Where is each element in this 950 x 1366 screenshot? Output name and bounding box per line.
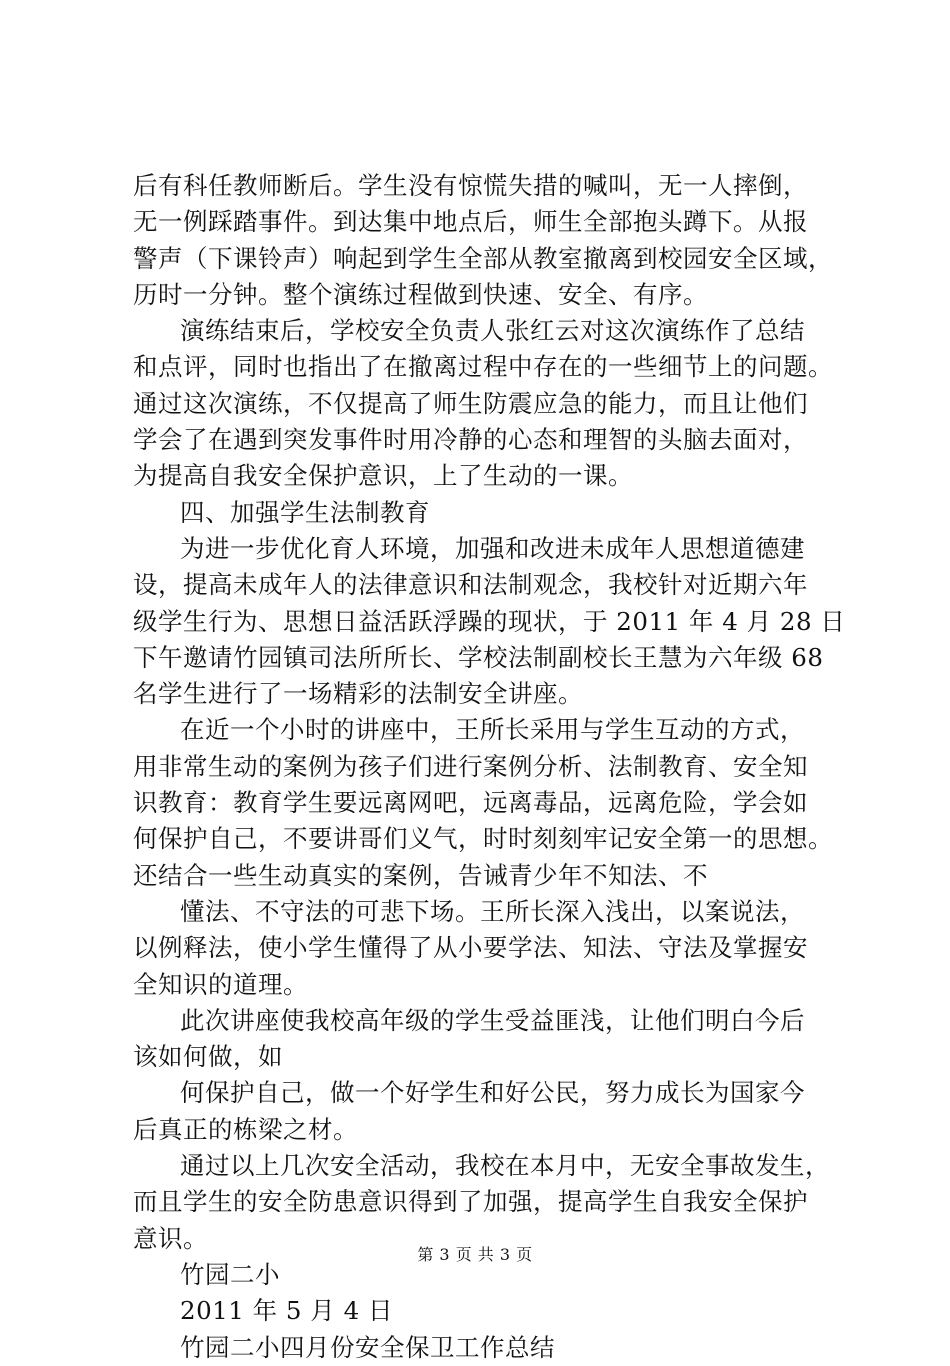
text-line: 后真正的栋梁之材。	[133, 1114, 358, 1144]
text-line: 无一例踩踏事件。到达集中地点后，师生全部抱头蹲下。从报	[133, 207, 808, 237]
text-line: 为提高自我安全保护意识，上了生动的一课。	[133, 461, 633, 491]
body-text	[133, 168, 846, 1366]
text-line: 演练结束后，学校安全负责人张红云对这次演练作了总结	[180, 316, 805, 346]
text-line: 以例释法，使小学生懂得了从小要学法、知法、守法及掌握安	[133, 933, 808, 963]
page-footer: 第 3 页 共 3 页	[417, 1245, 533, 1264]
text-line: 而且学生的安全防患意识得到了加强，提高学生自我安全保护	[133, 1187, 808, 1217]
text-line: 下午邀请竹园镇司法所所长、学校法制副校长王慧为六年级 68	[133, 642, 824, 672]
text-line: 该如何做，如	[133, 1042, 283, 1072]
text-line: 历时一分钟。整个演练过程做到快速、安全、有序。	[133, 279, 708, 309]
text-line: 2011 年 5 月 4 日	[180, 1296, 393, 1326]
text-line: 竹园二小	[180, 1259, 280, 1289]
text-line: 懂法、不守法的可悲下场。王所长深入浅出，以案说法，	[180, 896, 805, 926]
text-line: 用非常生动的案例为孩子们进行案例分析、法制教育、安全知	[133, 751, 808, 781]
text-line: 识教育：教育学生要远离网吧，远离毒品，远离危险，学会如	[133, 788, 808, 818]
text-line: 四、加强学生法制教育	[180, 497, 430, 527]
text-line: 为进一步优化育人环境，加强和改进未成年人思想道德建	[180, 533, 805, 563]
text-line: 学会了在遇到突发事件时用冷静的心态和理智的头脑去面对，	[133, 425, 808, 455]
text-line: 意识。	[133, 1223, 208, 1253]
text-line: 后有科任教师断后。学生没有惊慌失措的喊叫，无一人摔倒，	[133, 171, 808, 200]
text-line: 何保护自己，不要讲哥们义气，时时刻刻牢记安全第一的思想。	[133, 824, 833, 854]
text-line: 设，提高未成年人的法律意识和法制观念，我校针对近期六年	[133, 570, 808, 600]
text-line: 通过这次演练，不仅提高了师生防震应急的能力，而且让他们	[133, 388, 808, 418]
text-line: 警声（下课铃声）响起到学生全部从教室撤离到校园安全区域，	[133, 243, 833, 273]
text-line: 和点评，同时也指出了在撤离过程中存在的一些细节上的问题。	[133, 352, 833, 382]
text-line: 在近一个小时的讲座中，王所长采用与学生互动的方式，	[180, 715, 805, 745]
text-line: 何保护自己，做一个好学生和好公民，努力成长为国家今	[180, 1078, 805, 1108]
text-line: 竹园二小四月份安全保卫工作总结	[180, 1332, 555, 1362]
text-line: 还结合一些生动真实的案例，告诫青少年不知法、不	[133, 860, 708, 890]
text-line: 名学生进行了一场精彩的法制安全讲座。	[133, 679, 583, 709]
text-line: 全知识的道理。	[133, 969, 308, 999]
text-line: 级学生行为、思想日益活跃浮躁的现状，于 2011 年 4 月 28 日	[133, 606, 846, 636]
text-line: 通过以上几次安全活动，我校在本月中，无安全事故发生，	[180, 1151, 830, 1181]
text-line: 此次讲座使我校高年级的学生受益匪浅，让他们明白今后	[180, 1005, 805, 1035]
